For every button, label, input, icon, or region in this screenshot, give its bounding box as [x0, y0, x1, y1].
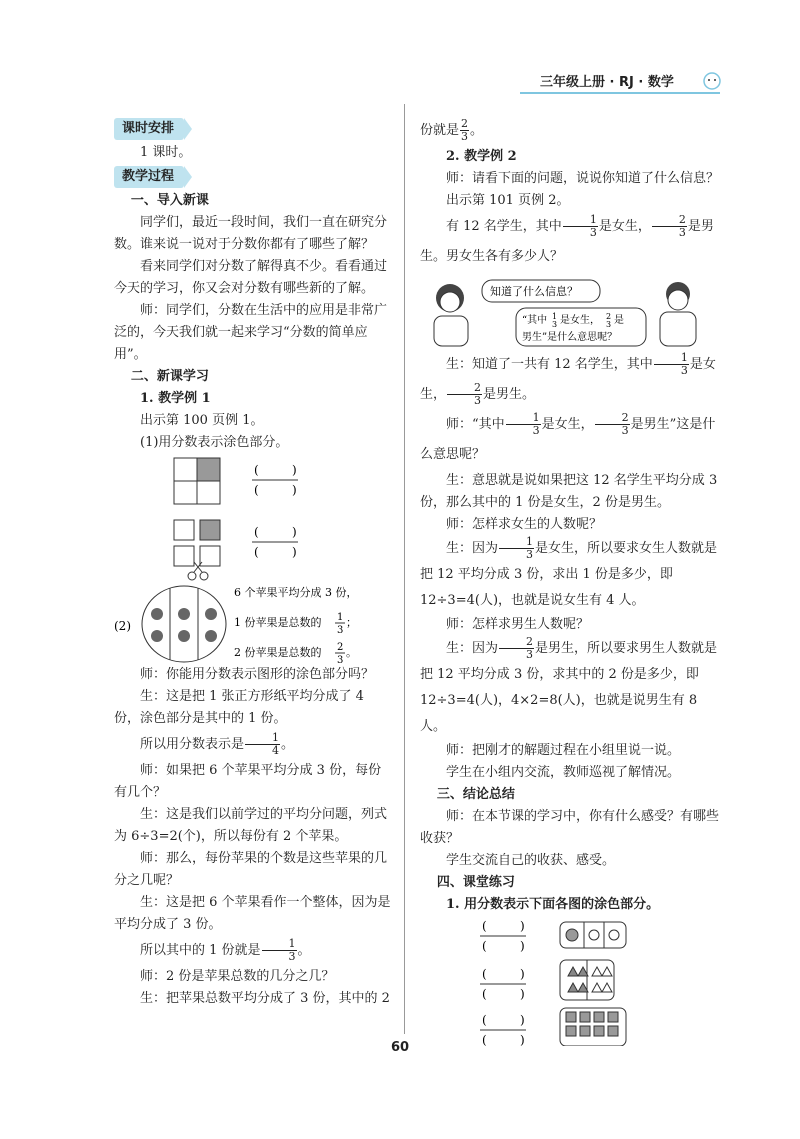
section-new-title: 二、新课学习 [130, 369, 209, 384]
svg-text:): ) [292, 545, 297, 559]
square-paper-figure [174, 458, 220, 504]
paragraph: 出示第 101 页例 2。 [446, 193, 570, 208]
paragraph: 师：怎样求女生的人数呢？ [446, 517, 603, 532]
svg-text:1: 1 [552, 312, 558, 321]
svg-text:男生”是什么意思呢？: 男生”是什么意思呢？ [522, 332, 618, 343]
paragraph: 师：“其中 $\frac{1}{3}$ 是女生， $\frac{2}{3}$ 是男生”这是什么意思呢？ [420, 411, 716, 462]
paragraph: 同学们，最近一段时间，我们一直在研究分数。谁来说一说对于分数你都有了哪些了解？ [114, 215, 388, 252]
svg-text:): ) [520, 1013, 525, 1027]
svg-text:知道了什么信息？: 知道了什么信息？ [490, 285, 578, 298]
fraction: $\frac{1}{4}$ [245, 732, 280, 757]
paragraph: 生：因为 $\frac{2}{3}$ 是男生，所以要求男生人数就是把 12 平均分成 3 份，求其中的 2 份是多少，即 12÷3=4(人)，4×2=8(人)，也就是说男生有 8 人。 [420, 635, 718, 734]
svg-text:): ) [292, 483, 297, 497]
svg-text:3: 3 [552, 320, 558, 329]
section-intro-title: 一、导入新课 [130, 193, 209, 208]
header-title: 三年级上册 · RJ · 数学 [540, 75, 674, 90]
paragraph: 生：因为 $\frac{1}{3}$ 是女生，所以要求女生人数就是把 12 平均分成 3 份，求出 1 份是多少，即 12÷3=4(人)，也就是说女生有 4 人。 [420, 535, 718, 608]
svg-text:): ) [292, 525, 297, 539]
mascot-icon [702, 70, 722, 90]
blank-1: ( [254, 463, 259, 477]
svg-text:): ) [292, 463, 297, 477]
paragraph: 生：这是把 6 个苹果看作一个整体，因为是平均分成了 3 份。 [114, 895, 391, 932]
paragraph: 师：请看下面的问题，说说你知道了什么信息？ [446, 171, 720, 186]
fraction: $\frac{1}{3}$ [262, 938, 297, 963]
page-number: 60 [390, 1040, 410, 1055]
svg-text:1: 1 [337, 612, 344, 623]
svg-text:): ) [520, 939, 525, 953]
svg-text:6 个苹果平均分成 3 份，: 6 个苹果平均分成 3 份， [234, 586, 358, 599]
svg-text:(: ( [482, 967, 487, 981]
right-column [420, 116, 720, 1046]
paragraph: 学生交流自己的收获、感受。 [446, 853, 616, 868]
schedule-text: 1 课时。 [140, 145, 192, 160]
paragraph: 学生在小组内交流，教师巡视了解情况。 [446, 765, 681, 780]
svg-text:): ) [520, 967, 525, 981]
svg-text:(: ( [482, 987, 487, 1001]
paragraph: 师：把刚才的解题过程在小组里说一说。 [446, 743, 681, 758]
left-column [114, 116, 394, 1010]
practice1-text: 1. 用分数表示下面各图的涂色部分。 [446, 897, 660, 912]
girl-icon [434, 284, 468, 346]
q2-label: (2) [114, 619, 131, 633]
paragraph: (1)用分数表示涂色部分。 [140, 435, 289, 450]
page-header [520, 68, 730, 96]
example2-illustration [420, 272, 720, 350]
svg-text:3: 3 [337, 655, 344, 664]
paragraph: 生：这是我们以前学过的平均分问题，列式为 6÷3=2(个)，所以每份有 2 个苹果。 [114, 807, 388, 844]
circles-figure [560, 922, 626, 948]
triangles-figure [560, 960, 614, 1000]
paragraph: 师：如果把 6 个苹果平均分成 3 份，每份有几个？ [114, 763, 382, 800]
paragraph: 生：知道了一共有 12 名学生，其中 $\frac{1}{3}$ 是女生， $\frac{2}{3}$ 是男生。 [420, 351, 716, 407]
svg-text:是女生，: 是女生， [560, 315, 600, 326]
svg-text:(: ( [482, 1033, 487, 1046]
svg-text:2 份苹果是总数的: 2 份苹果是总数的 [234, 646, 322, 659]
square-figures [114, 454, 374, 582]
svg-text:(: ( [254, 483, 259, 497]
svg-text:；: ； [346, 616, 357, 629]
example1-title: 1. 教学例 1 [140, 391, 211, 406]
svg-text:2: 2 [337, 642, 344, 653]
paragraph: 师：你能用分数表示图形的涂色部分吗？ [140, 667, 375, 682]
column-divider [404, 104, 405, 1034]
paragraph: 生：这是把 1 张正方形纸平均分成了 4 份，涂色部分是其中的 1 份。 [114, 689, 364, 726]
tag-schedule: 课时安排 [114, 118, 184, 140]
svg-text:3: 3 [606, 320, 612, 329]
svg-text:): ) [520, 1033, 525, 1046]
paragraph: 有 12 名学生，其中 $\frac{1}{3}$ 是女生， $\frac{2}{3}$ 是男生。男女生各有多少人？ [420, 213, 714, 264]
practice-figures [420, 916, 720, 1046]
svg-text:3: 3 [337, 625, 344, 636]
svg-text:(: ( [482, 919, 487, 933]
svg-text:“其中: “其中 [522, 315, 548, 326]
example2-title: 2. 教学例 2 [446, 149, 517, 164]
section-practice-title: 四、课堂练习 [436, 875, 515, 890]
paragraph: 所以用分数表示是 $\frac{1}{4}$ 。 [140, 731, 295, 757]
section-summary-title: 三、结论总结 [436, 787, 515, 802]
svg-text:): ) [520, 919, 525, 933]
fraction: $\frac{2}{3}$ [461, 117, 469, 143]
svg-text:(: ( [254, 545, 259, 559]
svg-text:。: 。 [346, 646, 357, 659]
paragraph: 份就是 $\frac{2}{3}$ 。 [420, 117, 484, 143]
paragraph: 所以其中的 1 份就是 $\frac{1}{3}$ 。 [140, 937, 311, 963]
svg-text:2: 2 [606, 312, 612, 321]
paragraph: 看来同学们对分数了解得真不少。看看通过今天的学习，你又会对分数有哪些新的了解。 [114, 259, 388, 296]
paragraph: 生：意思就是说如果把这 12 名学生平均分成 3 份，那么其中的 1 份是女生，2 份是男生。 [420, 473, 718, 510]
paragraph: 师：同学们，分数在生活中的应用是非常广泛的，今天我们就一起来学习“分数的简单应用”。 [114, 303, 388, 362]
paragraph: 师：在本节课的学习中，你有什么感受？有哪些收获？ [420, 809, 720, 846]
svg-text:1 份苹果是总数的: 1 份苹果是总数的 [234, 616, 322, 629]
svg-text:(: ( [482, 1013, 487, 1027]
paragraph: 师：那么，每份苹果的个数是这些苹果的几分之几呢？ [114, 851, 388, 888]
boy-icon [660, 282, 696, 346]
svg-text:(: ( [482, 939, 487, 953]
header-rule [520, 92, 720, 94]
apple-figure [114, 582, 394, 664]
cut-squares-figure [174, 520, 220, 566]
paragraph: 师：怎样求男生人数呢？ [446, 617, 590, 632]
svg-text:是: 是 [614, 315, 624, 326]
svg-text:): ) [520, 987, 525, 1001]
paragraph: 师：2 份是苹果总数的几分之几？ [140, 969, 335, 984]
paragraph: 出示第 100 页例 1。 [140, 413, 264, 428]
svg-text:(: ( [254, 525, 259, 539]
tag-process: 教学过程 [114, 166, 184, 188]
paragraph: 生：把苹果总数平均分成了 3 份，其中的 2 [140, 991, 390, 1006]
